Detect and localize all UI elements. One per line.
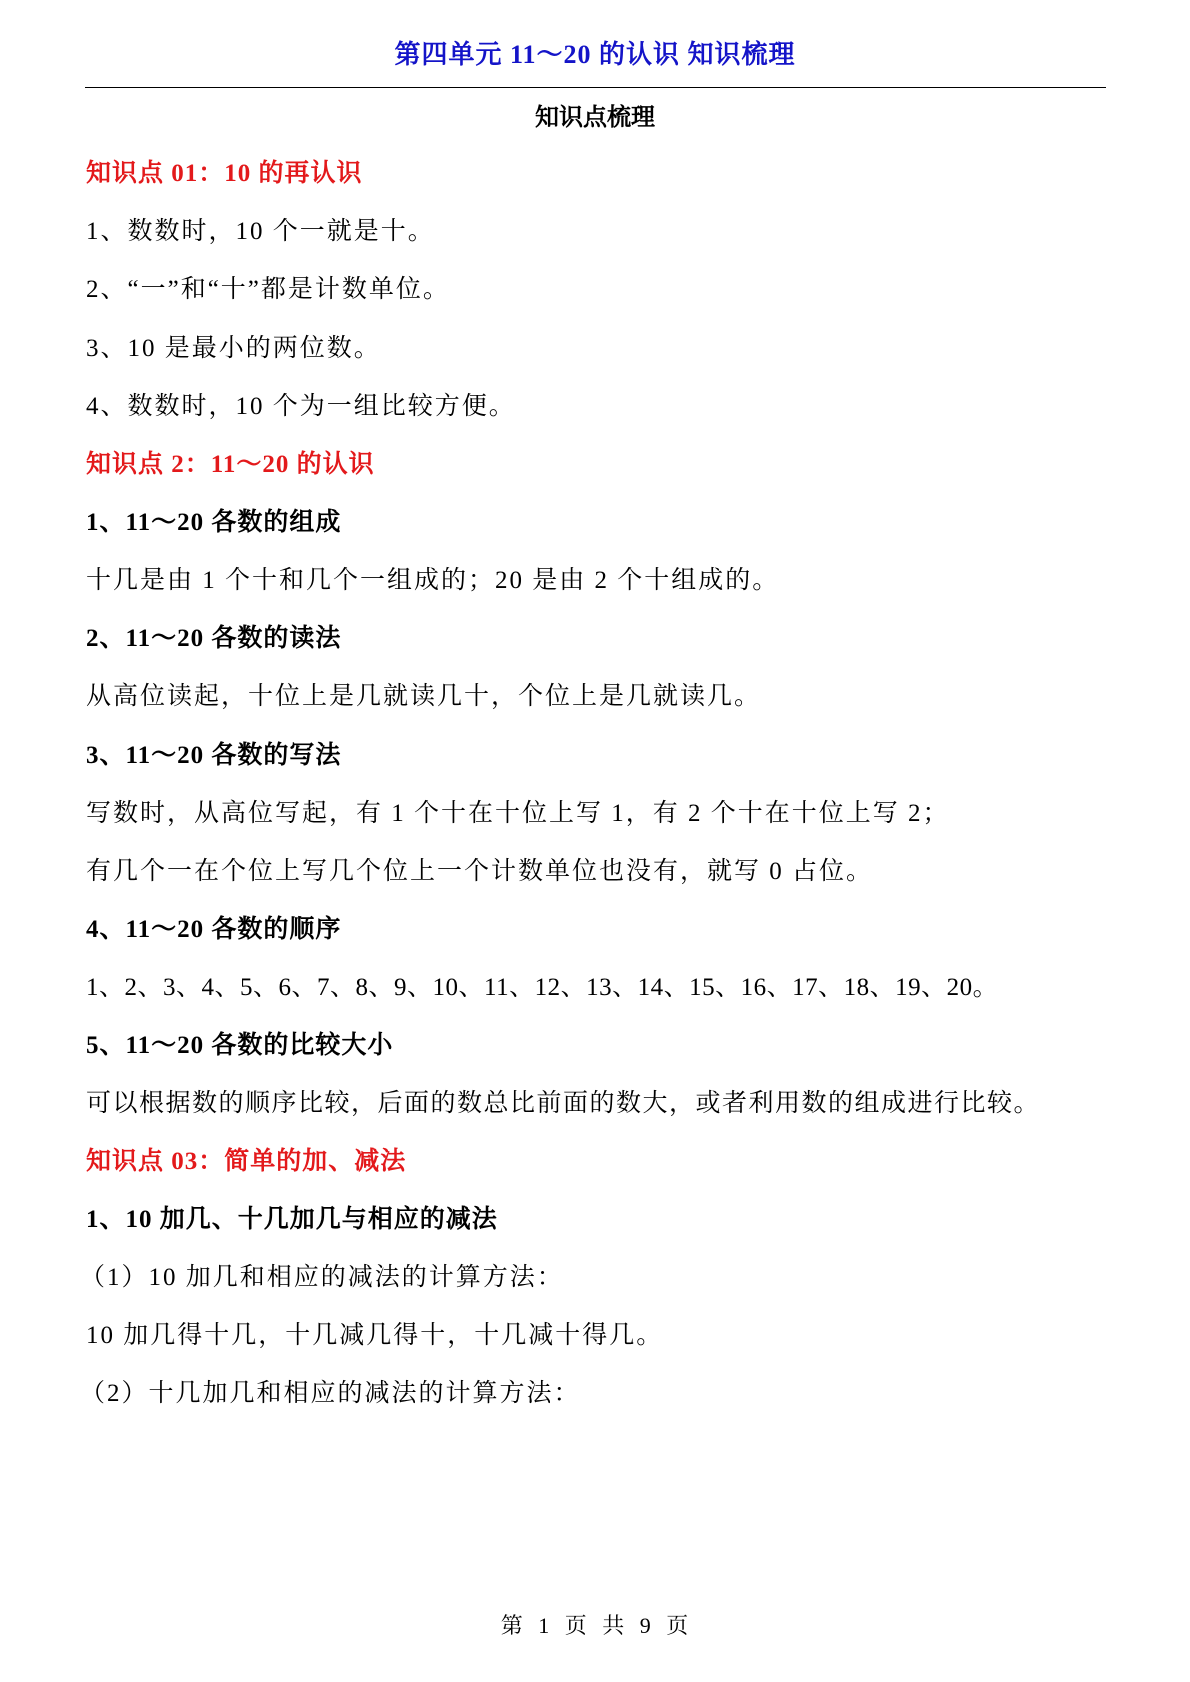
footer-current-page: 1: [538, 1613, 551, 1638]
kp3-heading: 知识点 03：简单的加、减法: [86, 1148, 407, 1175]
footer-total-pages: 9: [639, 1613, 652, 1638]
page-footer: [0, 1609, 1190, 1640]
footer-label-total: 共: [602, 1613, 626, 1638]
kp2-sub-order: 4、11～20 各数的顺序: [86, 916, 342, 943]
kp1-heading: 知识点 01：10 的再认识: [86, 160, 363, 187]
kp2-heading: 知识点 2：11～20 的认识: [86, 451, 375, 478]
footer-label-page: 第: [500, 1613, 524, 1638]
kp1-item-2: 2、“一”和“十”都是计数单位。: [86, 276, 450, 303]
kp3-text-rule: 10 加几得十几，十几减几得十，十几减十得几。: [86, 1322, 664, 1349]
kp3-text-method-2: （2）十几加几和相应的减法的计算方法：: [80, 1380, 581, 1407]
kp1-item-3: 3、10 是最小的两位数。: [86, 335, 381, 362]
section-title: 知识点梳理: [535, 105, 655, 131]
kp2-sub-writing: 3、11～20 各数的写法: [86, 742, 342, 769]
footer-label-unit: 页: [564, 1613, 588, 1638]
kp3-sub-add-subtract: 1、10 加几、十几加几与相应的减法: [86, 1206, 498, 1233]
kp2-text-reading: 从高位读起，十位上是几就读几十，个位上是几就读几。: [86, 683, 762, 710]
kp2-text-writing-1: 写数时，从高位写起，有 1 个十在十位上写 1，有 2 个十在十位上写 2；: [86, 800, 950, 827]
kp2-sub-composition: 1、11～20 各数的组成: [86, 509, 342, 536]
footer-label-unit-2: 页: [666, 1613, 690, 1638]
kp2-text-order: 1、2、3、4、5、6、7、8、9、10、11、12、13、14、15、16、17、18、19、20。: [86, 974, 999, 1001]
kp2-sub-compare: 5、11～20 各数的比较大小: [86, 1032, 394, 1059]
kp2-text-writing-2: 有几个一在个位上写几个位上一个计数单位也没有，就写 0 占位。: [86, 858, 874, 885]
document-header-title: 第四单元 11～20 的认识 知识梳理: [394, 40, 796, 69]
kp3-text-method-1: （1）10 加几和相应的减法的计算方法：: [80, 1264, 564, 1291]
header-divider: [85, 87, 1106, 88]
kp1-item-1: 1、数数时，10 个一就是十。: [86, 218, 435, 245]
kp2-sub-reading: 2、11～20 各数的读法: [86, 625, 342, 652]
kp1-item-4: 4、数数时，10 个为一组比较方便。: [86, 393, 516, 420]
kp2-text-composition: 十几是由 1 个十和几个一组成的；20 是由 2 个十组成的。: [86, 567, 780, 594]
kp2-text-compare: 可以根据数的顺序比较，后面的数总比前面的数大，或者利用数的组成进行比较。: [86, 1090, 1041, 1117]
